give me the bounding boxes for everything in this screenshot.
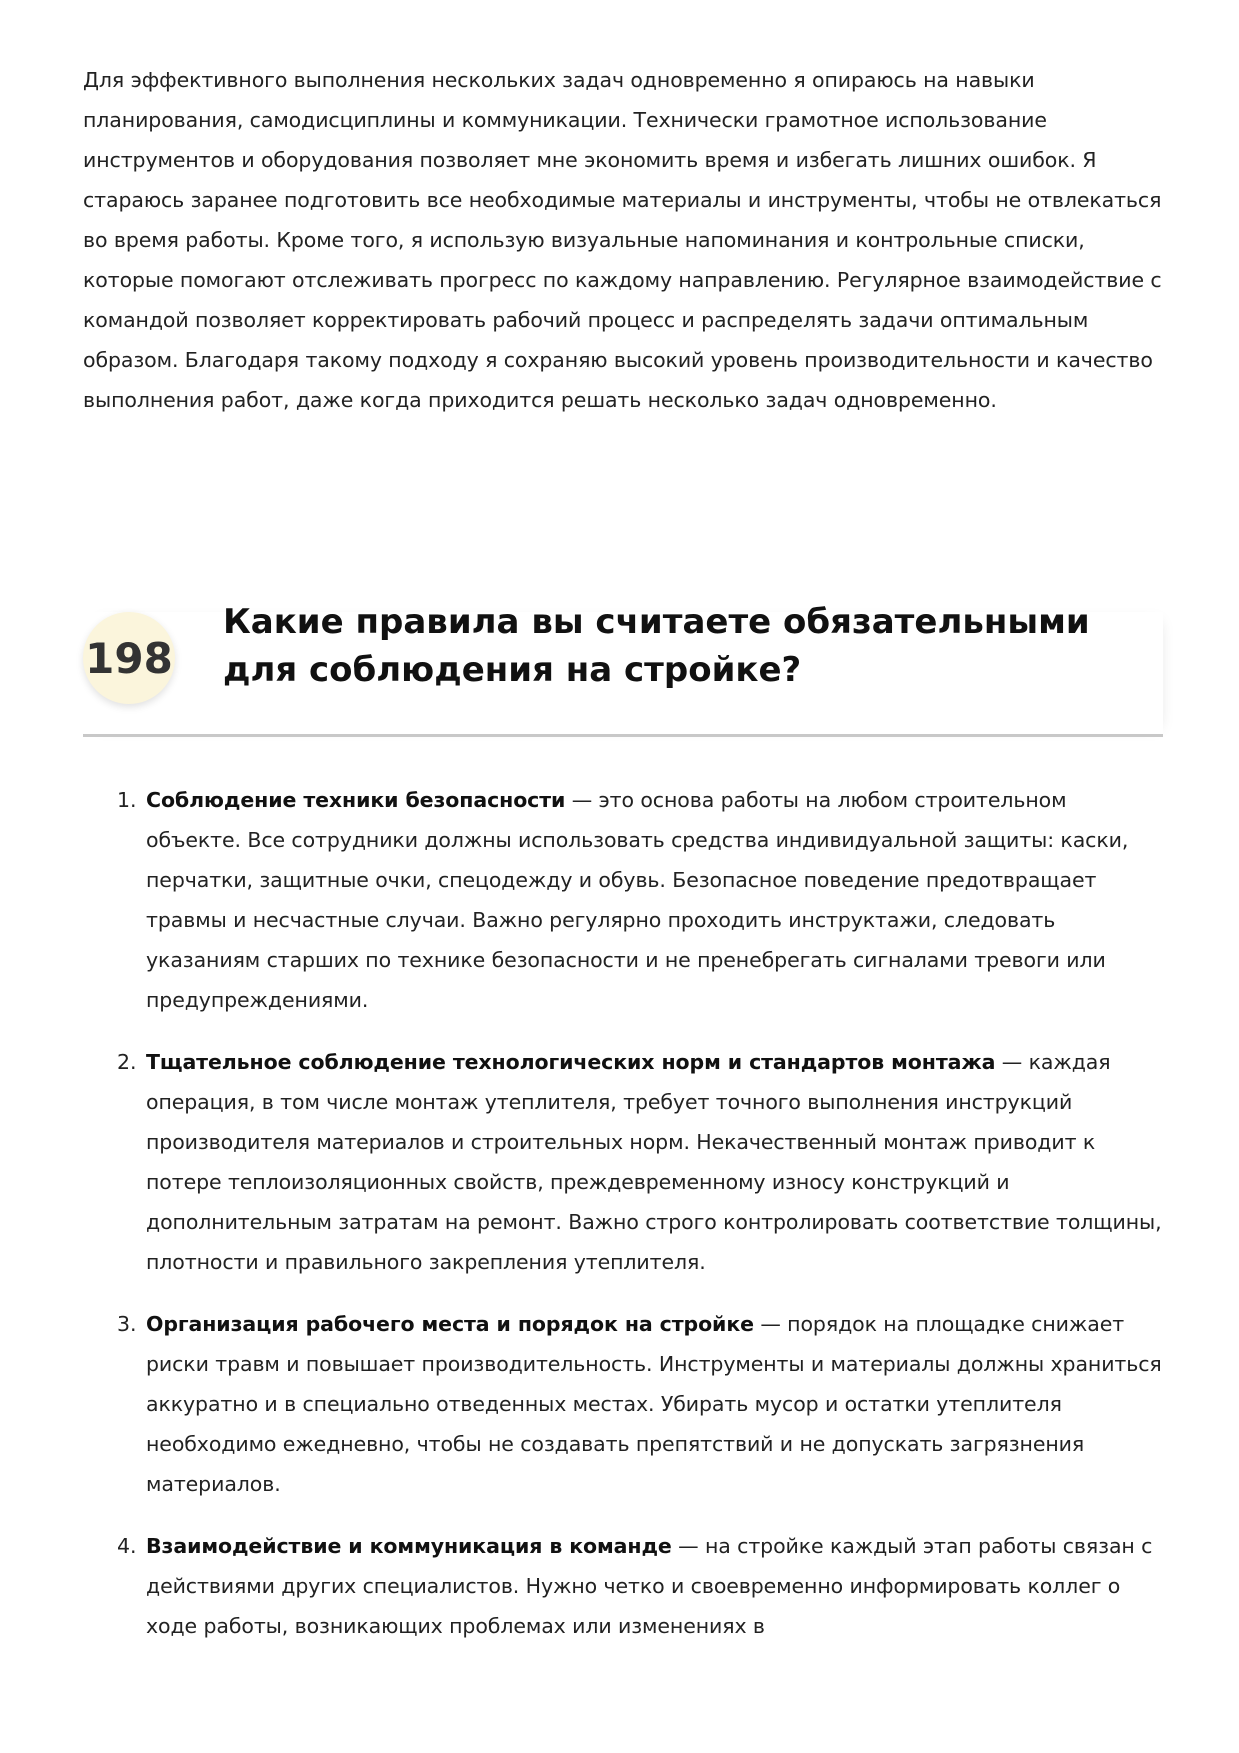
answer-number: 1. <box>117 788 137 812</box>
intro-paragraph: Для эффективного выполнения нескольких задач одновременно я опираюсь на навыки планирования, самодисциплины и коммуникации. Технически грамотное использование инструментов и оборудования позволяет мне экономить время и избегать лишних ошибок. Я стараюсь заранее подготовить все необходимые материалы и инструменты, чтобы не отвлекаться во время работы. Кроме того, я использую визуальные напоминания и контрольные списки, которые помогают отслеживать прогресс по каждому направлению. Регулярное взаимодействие с командой позволяет корректировать рабочий процесс и распределять задачи оптимальным образом. Благодаря такому подходу я сохраняю высокий уровень производительности и качество выполнения работ, даже когда приходится решать несколько задач одновременно. <box>83 68 1162 412</box>
answer-text: — каждая операция, в том числе монтаж утеплителя, требует точного выполнения инструкций производителя материалов и строительных норм. Некачественный монтаж приводит к потере теплоизоляционных свойств, преждевременному износу конструкций и дополнительным затратам на ремонт. Важно строго контролировать соответствие толщины, плотности и правильного закрепления утеплителя. <box>146 1050 1162 1274</box>
answer-number: 2. <box>117 1050 137 1074</box>
answer-heading: Соблюдение техники безопасности <box>146 788 566 812</box>
answer-item <box>83 1042 1163 1282</box>
answer-text: — на стройке каждый этап работы связан с действиями других специалистов. Нужно четко и своевременно информировать коллег о ходе работы, возникающих проблемах или изменениях в <box>146 1534 1153 1638</box>
answer-heading: Взаимодействие и коммуникация в команде <box>146 1534 672 1558</box>
answer-text: — это основа работы на любом строительном объекте. Все сотрудники должны использовать средства индивидуальной защиты: каски, перчатки, защитные очки, спецодежду и обувь. Безопасное поведение предотвращает травмы и несчастные случаи. Важно регулярно проходить инструктажи, следовать указаниям старших по технике безопасности и не пренебрегать сигналами тревоги или предупреждениями. <box>146 788 1129 1012</box>
question-number-badge: 198 <box>83 612 175 704</box>
answer-item <box>83 780 1163 1020</box>
question-title: Какие правила вы считаете обязательными для соблюдения на стройке? <box>223 602 1090 690</box>
question-header <box>83 602 1163 737</box>
answer-number: 3. <box>117 1312 137 1336</box>
answer-text: — порядок на площадке снижает риски травм и повышает производительность. Инструменты и материалы должны храниться аккуратно и в специально отведенных местах. Убирать мусор и остатки утеплителя необходимо ежедневно, чтобы не создавать препятствий и не допускать загрязнения материалов. <box>146 1312 1162 1496</box>
answer-item <box>83 1526 1163 1646</box>
answer-item <box>83 1304 1163 1504</box>
answer-number: 4. <box>117 1534 137 1558</box>
answer-heading: Тщательное соблюдение технологических норм и стандартов монтажа <box>146 1050 996 1074</box>
answer-heading: Организация рабочего места и порядок на стройке <box>146 1312 754 1336</box>
answer-list <box>83 780 1163 1646</box>
document-page <box>83 60 1163 1668</box>
